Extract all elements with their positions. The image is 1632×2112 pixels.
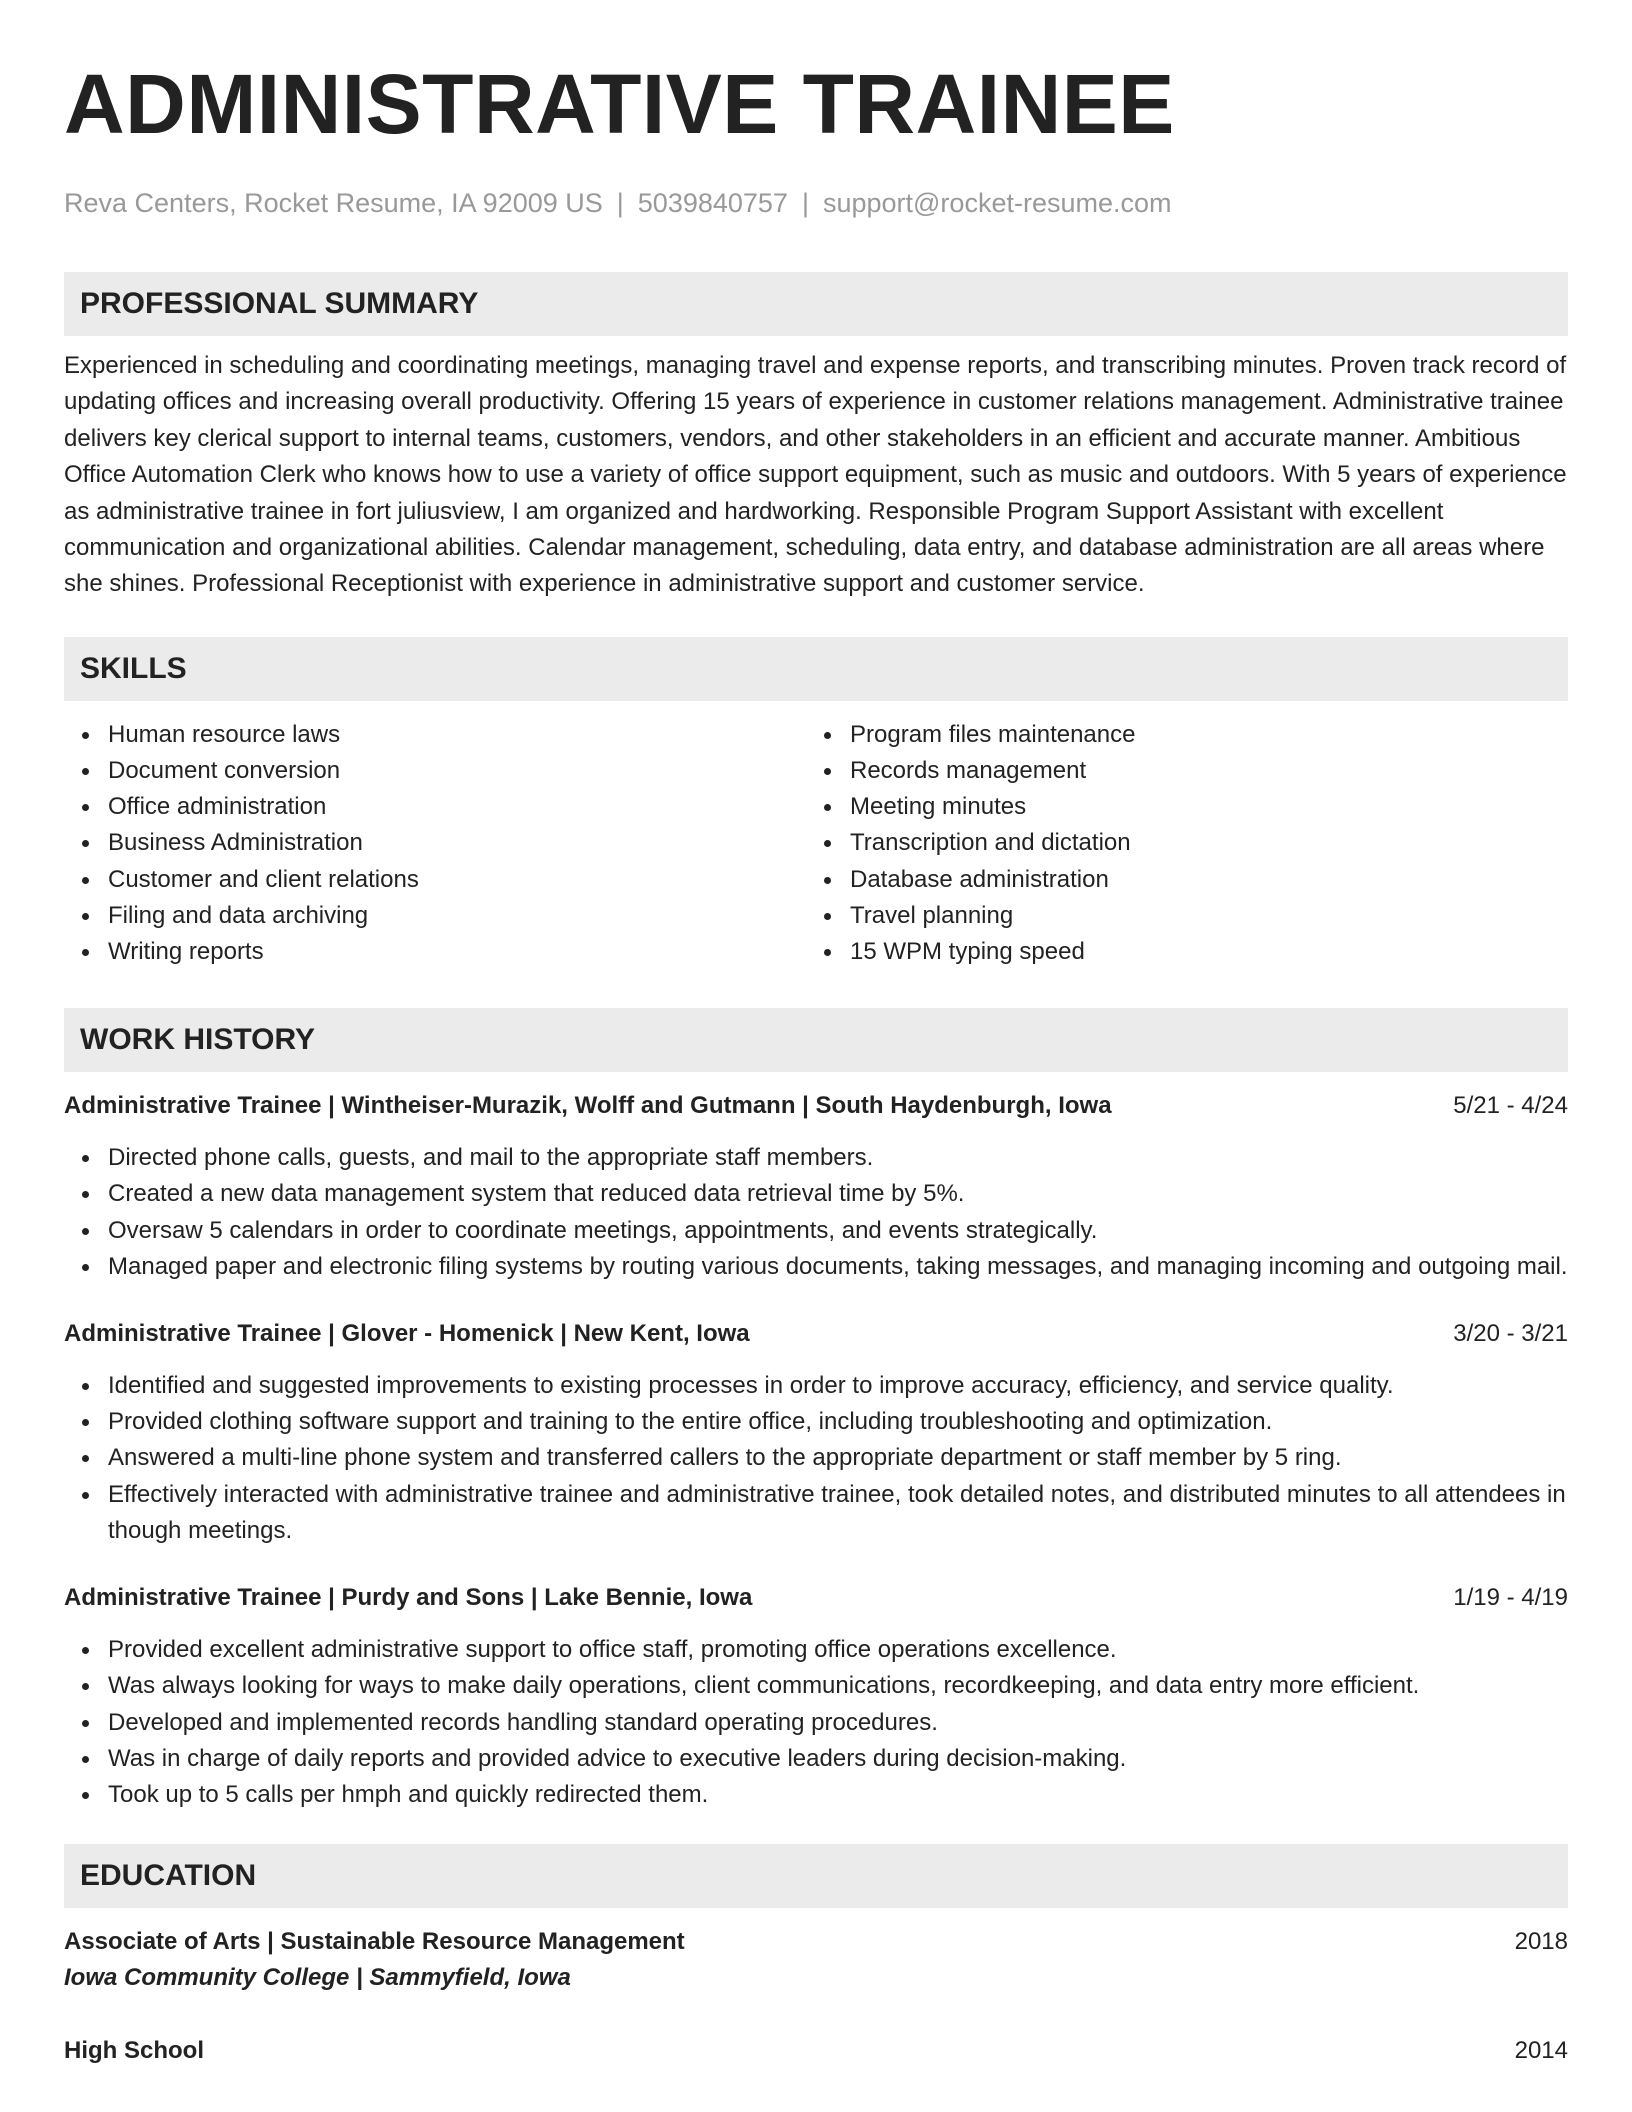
job-dates: 1/19 - 4/19	[1453, 1584, 1568, 1612]
job-bullets	[64, 1368, 1568, 1549]
section-header-skills: SKILLS	[64, 637, 1568, 701]
education-year: 2014	[1514, 2037, 1568, 2065]
job-dates: 3/20 - 3/21	[1453, 1320, 1568, 1348]
contact-separator: |	[801, 188, 809, 218]
section-header-summary: PROFESSIONAL SUMMARY	[64, 272, 1568, 336]
job-bullet: Was in charge of daily reports and provided advice to executive leaders during decision-making.	[108, 1741, 1568, 1777]
education-entry-header	[64, 1924, 1568, 1960]
job-bullet: Created a new data management system that reduced data retrieval time by 5%.	[108, 1176, 1568, 1212]
job-bullets	[64, 1140, 1568, 1285]
job-header	[64, 1316, 1568, 1352]
education-entry-header	[64, 2033, 1568, 2069]
education-year: 2018	[1514, 1928, 1568, 1956]
contact-email: support@rocket-resume.com	[822, 188, 1172, 218]
job-bullet: Identified and suggested improvements to existing processes in order to improve accuracy, efficiency, and service quality.	[108, 1368, 1568, 1404]
job-title: Administrative Trainee | Glover - Homenick | New Kent, Iowa	[64, 1320, 750, 1348]
skills-column-right	[806, 717, 1548, 970]
skill-item: Writing reports	[108, 934, 806, 970]
skill-item: Travel planning	[850, 898, 1548, 934]
skills-column-left	[64, 717, 806, 970]
job-bullet: Effectively interacted with administrative trainee and administrative trainee, took detailed notes, and distributed minutes to all attendees in though meetings.	[108, 1477, 1568, 1549]
skill-item: Transcription and dictation	[850, 825, 1548, 861]
summary-text: Experienced in scheduling and coordinating meetings, managing travel and expense reports, and transcribing minutes. Proven track record of updating offices and increasing overall productivity. Offering 15 years of experience in customer relations management. Administrative trainee delivers key clerical support to internal teams, customers, vendors, and other stakeholders in an efficient and accurate manner. Ambitious Office Automation Clerk who knows how to use a variety of office support equipment, such as music and outdoors. With 5 years of experience as administrative trainee in fort juliusview, I am organized and hardworking. Responsible Program Support Assistant with excellent communication and organizational abilities. Calendar management, scheduling, data entry, and database administration are all areas where she shines. Professional Receptionist with experience in administrative support and customer service.	[64, 352, 1567, 598]
skill-item: Database administration	[850, 862, 1548, 898]
skill-item: Program files maintenance	[850, 717, 1548, 753]
job-bullet: Developed and implemented records handling standard operating procedures.	[108, 1705, 1568, 1741]
job-header	[64, 1088, 1568, 1124]
contact-line	[64, 186, 1568, 220]
skill-item: Office administration	[108, 789, 806, 825]
skill-item: Filing and data archiving	[108, 898, 806, 934]
section-header-education: EDUCATION	[64, 1844, 1568, 1908]
skill-item: Customer and client relations	[108, 862, 806, 898]
contact-address: Reva Centers, Rocket Resume, IA 92009 US	[64, 188, 603, 218]
skill-item: 15 WPM typing speed	[850, 934, 1548, 970]
job-bullets	[64, 1632, 1568, 1813]
job-bullet: Oversaw 5 calendars in order to coordinate meetings, appointments, and events strategically.	[108, 1213, 1568, 1249]
skill-item: Records management	[850, 753, 1548, 789]
skill-item: Business Administration	[108, 825, 806, 861]
skills-grid	[64, 717, 1568, 970]
job-bullet: Took up to 5 calls per hmph and quickly redirected them.	[108, 1777, 1568, 1813]
contact-phone: 5039840757	[637, 188, 788, 218]
job-title: Administrative Trainee | Wintheiser-Murazik, Wolff and Gutmann | South Haydenburgh, Iowa	[64, 1092, 1112, 1120]
job-header	[64, 1580, 1568, 1616]
contact-separator: |	[616, 188, 624, 218]
job-bullet: Was always looking for ways to make daily operations, client communications, recordkeeping, and data entry more efficient.	[108, 1668, 1568, 1704]
section-header-work-history: WORK HISTORY	[64, 1008, 1568, 1072]
skill-item: Human resource laws	[108, 717, 806, 753]
education-degree: Associate of Arts | Sustainable Resource Management	[64, 1928, 685, 1956]
candidate-name: ADMINISTRATIVE TRAINEE	[64, 57, 1175, 151]
skill-item: Document conversion	[108, 753, 806, 789]
job-bullet: Managed paper and electronic filing systems by routing various documents, taking messages, and managing incoming and outgoing mail.	[108, 1249, 1568, 1285]
job-bullet: Provided excellent administrative support to office staff, promoting office operations excellence.	[108, 1632, 1568, 1668]
skill-item: Meeting minutes	[850, 789, 1548, 825]
education-degree: High School	[64, 2037, 204, 2065]
job-dates: 5/21 - 4/24	[1453, 1092, 1568, 1120]
job-title: Administrative Trainee | Purdy and Sons | Lake Bennie, Iowa	[64, 1584, 753, 1612]
job-bullet: Provided clothing software support and training to the entire office, including troubleshooting and optimization.	[108, 1404, 1568, 1440]
job-bullet: Answered a multi-line phone system and transferred callers to the appropriate department or staff member by 5 ring.	[108, 1440, 1568, 1476]
job-bullet: Directed phone calls, guests, and mail to the appropriate staff members.	[108, 1140, 1568, 1176]
education-school: Iowa Community College | Sammyfield, Iowa	[64, 1964, 571, 1992]
